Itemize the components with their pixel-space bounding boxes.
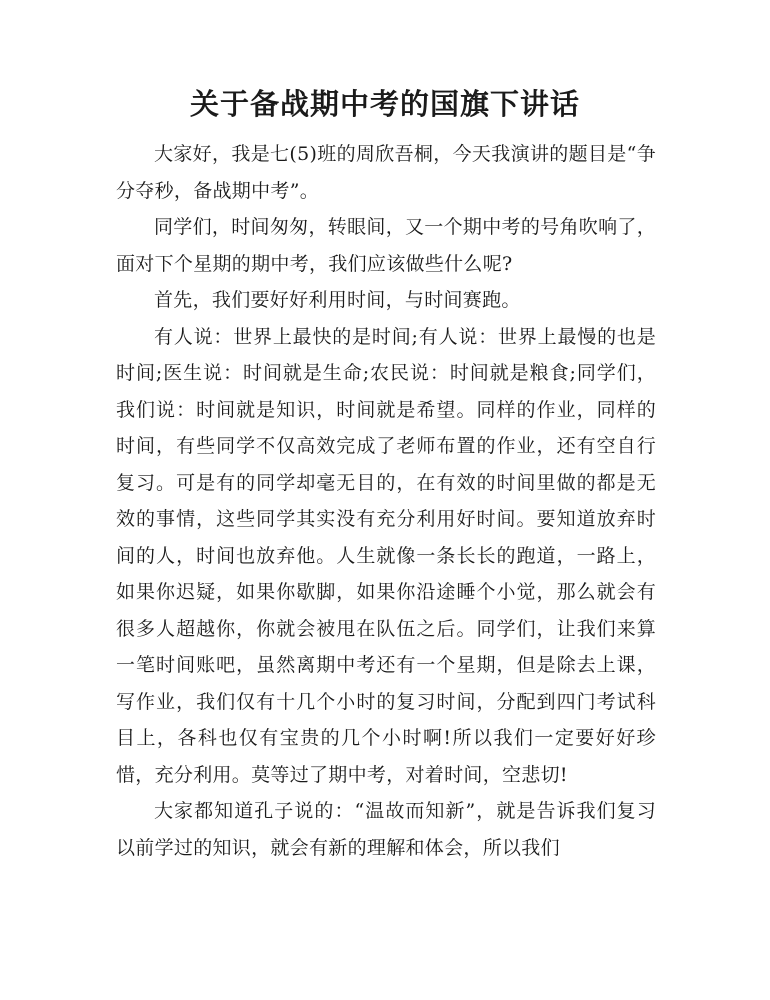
paragraph-confucius: 大家都知道孔子说的：“温故而知新”，就是告诉我们复习以前学过的知识，就会有新的理解和体会，所以我们 bbox=[116, 800, 656, 859]
paragraph-time-value: 有人说：世界上最快的是时间;有人说：世界上最慢的也是时间;医生说：时间就是生命;农民说：时间就是粮食;同学们，我们说：时间就是知识，时间就是希望。同样的作业，同样的时间，有些同学不仅高效完成了老师布置的作业，还有空自行复习。可是有的同学却毫无目的，在有效的时间里做的都是无效的事情，这些同学其实没有充分利用好时间。要知道放弃时间的人，时间也放弃他。人生就像一条长长的跑道，一路上，如果你迟疑，如果你歇脚，如果你沿途睡个小觉，那么就会有很多人超越你，你就会被甩在队伍之后。同学们，让我们来算一笔时间账吧，虽然离期中考还有一个星期，但是除去上课，写作业，我们仅有十几个小时的复习时间，分配到四门考试科目上，各科也仅有宝贵的几个小时啊!所以我们一定要好好珍惜，充分利用。莫等过了期中考，对着时间，空悲切! bbox=[116, 325, 656, 786]
paragraph-first-point: 首先，我们要好好利用时间，与时间赛跑。 bbox=[154, 289, 521, 311]
paragraph-question: 同学们，时间匆匆，转眼间，又一个期中考的号角吹响了，面对下个星期的期中考，我们应该做些什么呢? bbox=[116, 216, 656, 275]
document-title: 关于备战期中考的国旗下讲话 bbox=[189, 87, 580, 121]
paragraph-greeting: 大家好，我是七(5)班的周欣吾桐，今天我演讲的题目是“争分夺秒，备战期中考”。 bbox=[116, 143, 656, 202]
document-body bbox=[116, 136, 656, 866]
